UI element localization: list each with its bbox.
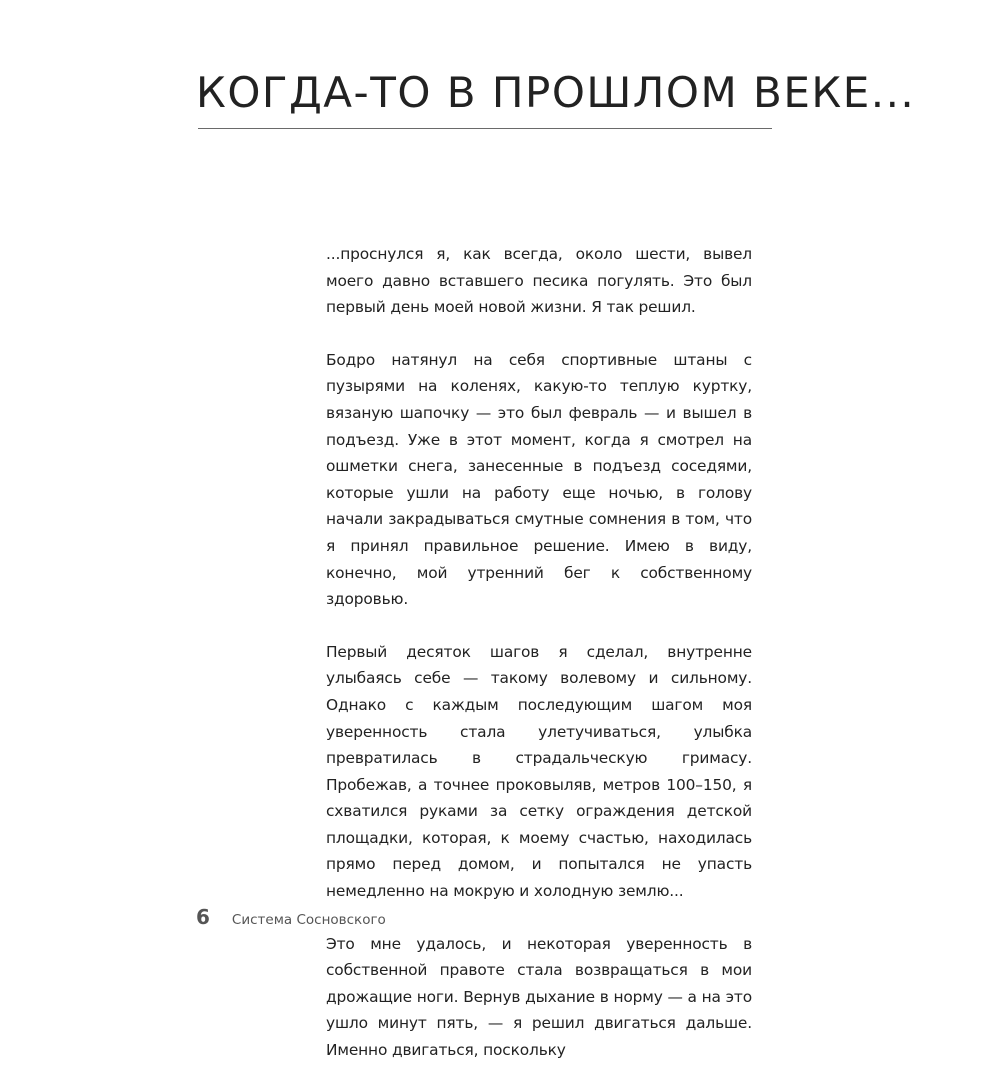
title-divider	[198, 128, 772, 129]
body-text	[326, 241, 752, 1090]
paragraph: Первый десяток шагов я сделал, внутренне улыбаясь себе — такому волевому и сильному. Однако с каждым последующим шагом моя уверенность стала улетучиваться, улыбка превратилась в страдальческую гримасу. Пробежав, а точнее проковыляв, метров 100–150, я схватился руками за сетку ограждения детской площадки, которая, к моему счастью, находилась прямо перед домом, и попытался не упасть немедленно на мокрую и холодную землю...	[326, 642, 752, 901]
paragraph: Это мне удалось, и некоторая уверенность в собственной правоте стала возвращаться в мои дрожащие ноги. Вернув дыхание в норму — а на это ушло минут пять, — я решил двигаться дальше. Именно двигаться, поскольку	[326, 934, 752, 1060]
paragraph: ...проснулся я, как всегда, около шести, вывел моего давно вставшего песика погулять. Это был первый день моей новой жизни. Я так решил.	[326, 245, 752, 317]
page-number: 6	[196, 905, 210, 929]
running-title: Система Сосновского	[231, 912, 386, 928]
page-footer	[196, 905, 386, 929]
chapter-title: КОГДА-ТО В ПРОШЛОМ ВЕКЕ...	[196, 68, 916, 117]
paragraph: Бодро натянул на себя спортивные штаны с пузырями на коленях, какую-то теплую куртку, вязаную шапочку — это был февраль — и вышел в подъезд. Уже в этот момент, когда я смотрел на ошметки снега, занесенные в подъезд соседями, которые ушли на работу еще ночью, в голову начали закрадываться смутные сомнения в том, что я принял правильное решение. Имею в виду, конечно, мой утренний бег к собственному здоровью.	[326, 350, 752, 609]
